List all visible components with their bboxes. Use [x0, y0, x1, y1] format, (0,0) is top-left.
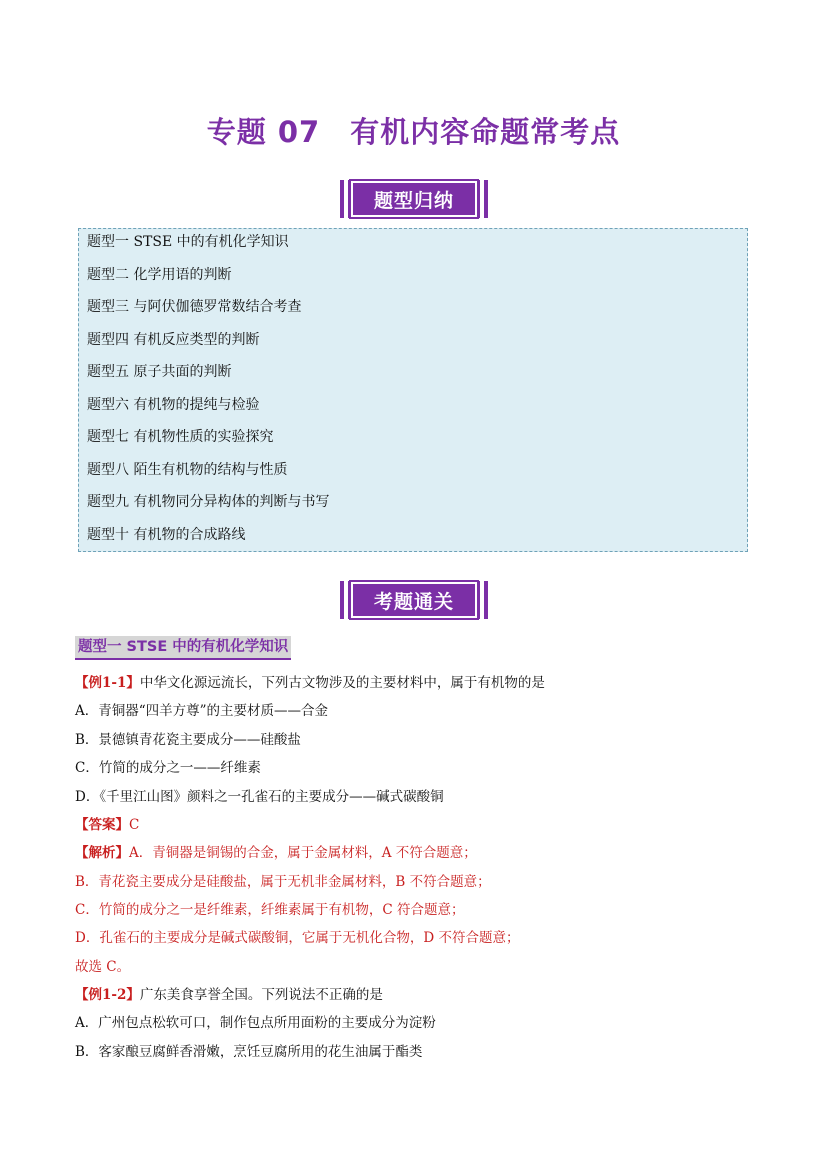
option-a: A．青铜器“四羊方尊”的主要材质——合金: [75, 703, 329, 719]
analysis-line: [75, 843, 477, 863]
analysis-line: D．孔雀石的主要成分是碱式碳酸铜，它属于无机化合物，D 不符合题意；: [75, 930, 520, 946]
topic-item: 题型五 原子共面的判断: [87, 364, 232, 380]
option-a: A．广州包点松软可口，制作包点所用面粉的主要成分为淀粉: [75, 1015, 436, 1031]
topic-item: 题型四 有机反应类型的判断: [87, 331, 260, 348]
option-d: D．《千里江山图》颜料之一孔雀石的主要成分——碱式碳酸铜: [75, 789, 444, 805]
example-question: [75, 673, 545, 693]
answer-line: [75, 815, 139, 835]
topic-item: 题型九 有机物同分异构体的判断与书写: [87, 494, 330, 510]
option-b: B．景德镇青花瓷主要成分——硅酸盐: [75, 732, 301, 748]
example-tag: 【例1-1】: [75, 675, 140, 691]
topic-item: 题型七 有机物性质的实验探究: [87, 429, 274, 445]
page-title: 专题 07 有机内容命题常考点: [206, 115, 621, 149]
question-text: 中华文化源远流长，下列古文物涉及的主要材料中，属于有机物的是: [139, 675, 545, 691]
example-tag: 【例1-2】: [75, 987, 140, 1003]
question-text: 广东美食享誉全国。下列说法不正确的是: [139, 987, 383, 1003]
analysis-line: B．青花瓷主要成分是硅酸盐，属于无机非金属材料，B 不符合题意；: [75, 874, 491, 890]
topic-item: 题型二 化学用语的判断: [87, 266, 232, 283]
analysis-line: 故选 C。: [75, 959, 131, 975]
section-banner-summary: [340, 180, 488, 218]
analysis-line: C．竹简的成分之一是纤维素，纤维素属于有机物，C 符合题意；: [75, 902, 465, 918]
topic-item: 题型十 有机物的合成路线: [87, 526, 246, 543]
answer-tag: 【答案】: [75, 817, 129, 833]
topic-item: 题型一 STSE 中的有机化学知识: [87, 234, 289, 250]
banner-label: 考题通关: [351, 582, 477, 618]
option-c: C．竹简的成分之一——纤维素: [75, 760, 261, 776]
section-heading: 题型一 STSE 中的有机化学知识: [75, 636, 291, 660]
topic-item: 题型八 陌生有机物的结构与性质: [87, 461, 288, 478]
example-question: [75, 985, 383, 1005]
answer-value: C: [129, 817, 140, 833]
section-banner-exercises: [340, 581, 488, 619]
banner-label: 题型归纳: [351, 181, 477, 217]
topic-item: 题型三 与阿伏伽德罗常数结合考查: [87, 299, 302, 315]
analysis-tag: 【解析】: [75, 845, 129, 861]
topic-item: 题型六 有机物的提纯与检验: [87, 396, 260, 413]
analysis-text: A．青铜器是铜锡的合金，属于金属材料，A 不符合题意；: [129, 845, 477, 861]
option-b: B．客家酿豆腐鲜香滑嫩，烹饪豆腐所用的花生油属于酯类: [75, 1044, 423, 1060]
topic-list: [78, 228, 748, 552]
